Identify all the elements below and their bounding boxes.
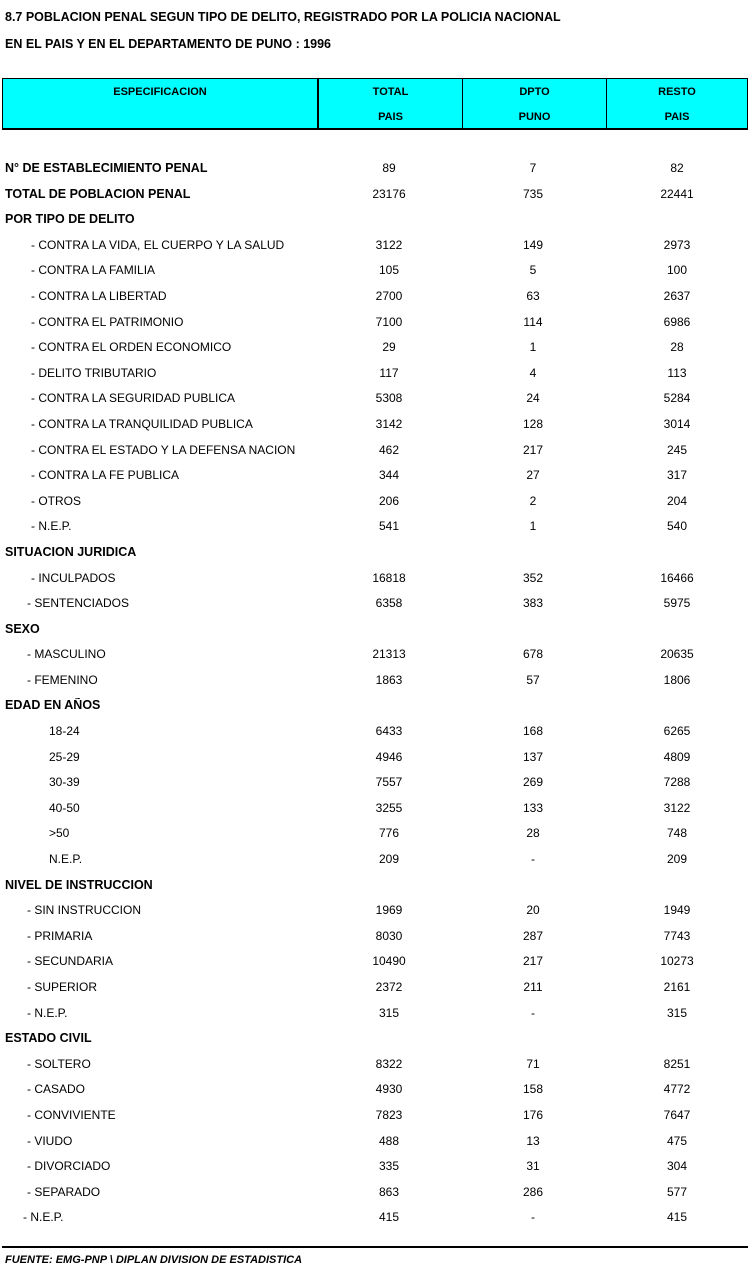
table-row xyxy=(0,590,751,616)
cell-dpto-puno: 137 xyxy=(522,749,544,764)
row-label: - OTROS xyxy=(31,493,81,508)
cell-dpto-puno: 269 xyxy=(522,775,544,790)
cell-total-pais: 23176 xyxy=(372,186,406,201)
section-row xyxy=(0,155,751,181)
row-label: - SEPARADO xyxy=(27,1184,101,1199)
cell-resto-pais: 7647 xyxy=(663,1107,691,1122)
cell-dpto-puno: 31 xyxy=(526,1159,540,1174)
table-row xyxy=(0,948,751,974)
cell-resto-pais: 577 xyxy=(666,1184,688,1199)
cell-total-pais: 105 xyxy=(378,263,400,278)
cell-total-pais: 7100 xyxy=(375,314,403,329)
cell-dpto-puno: 286 xyxy=(522,1184,544,1199)
cell-total-pais: 4930 xyxy=(375,1082,403,1097)
row-label: TOTAL DE POBLACION PENAL xyxy=(5,186,191,201)
table-row xyxy=(0,795,751,821)
cell-dpto-puno: 287 xyxy=(522,928,544,943)
cell-total-pais: 206 xyxy=(378,493,400,508)
cell-dpto-puno: 217 xyxy=(522,442,544,457)
table-body xyxy=(0,155,751,1230)
cell-dpto-puno: 735 xyxy=(522,186,544,201)
cell-dpto-puno: 678 xyxy=(522,647,544,662)
cell-resto-pais: 304 xyxy=(666,1159,688,1174)
cell-total-pais: 2372 xyxy=(375,980,403,994)
cell-total-pais: 335 xyxy=(378,1159,400,1174)
cell-dpto-puno: 158 xyxy=(522,1082,544,1097)
cell-total-pais: 415 xyxy=(378,1210,400,1225)
cell-dpto-puno: 128 xyxy=(522,416,544,431)
cell-total-pais: 21313 xyxy=(372,647,406,662)
cell-resto-pais: 100 xyxy=(666,263,688,278)
row-label: - N.E.P. xyxy=(23,1210,64,1225)
table-row xyxy=(0,488,751,514)
table-row xyxy=(0,437,751,463)
cell-total-pais: 462 xyxy=(378,442,400,457)
row-label: 25-29 xyxy=(49,749,80,764)
table-row xyxy=(0,462,751,488)
cell-total-pais: 10490 xyxy=(372,954,406,969)
cell-total-pais: 7557 xyxy=(375,775,403,790)
cell-total-pais: 344 xyxy=(378,468,400,483)
row-label: POR TIPO DE DELITO xyxy=(5,212,135,227)
table-row xyxy=(0,1102,751,1128)
cell-total-pais: 541 xyxy=(378,519,400,534)
row-label: - CONTRA LA FE PUBLICA xyxy=(31,468,180,483)
cell-dpto-puno: 176 xyxy=(522,1107,544,1122)
cell-resto-pais: 7288 xyxy=(663,775,691,790)
cell-total-pais: 2700 xyxy=(375,288,403,303)
row-label: - CONTRA EL ORDEN ECONOMICO xyxy=(31,340,232,355)
row-label: SEXO xyxy=(5,621,40,636)
cell-resto-pais: 475 xyxy=(666,1133,688,1148)
cell-resto-pais: 4772 xyxy=(663,1082,691,1097)
table-row xyxy=(0,769,751,795)
section-row xyxy=(0,616,751,642)
table-row xyxy=(0,820,751,846)
cell-resto-pais: 4809 xyxy=(663,749,691,764)
cell-dpto-puno: 27 xyxy=(526,468,540,483)
cell-resto-pais: 10273 xyxy=(660,954,694,969)
cell-resto-pais: 82 xyxy=(670,161,684,175)
table-row xyxy=(0,923,751,949)
cell-resto-pais: 16466 xyxy=(660,570,694,585)
cell-dpto-puno: 13 xyxy=(526,1133,540,1148)
cell-total-pais: 3122 xyxy=(375,237,403,252)
cell-dpto-puno: - xyxy=(531,1210,535,1225)
cell-total-pais: 776 xyxy=(378,826,400,841)
row-label: 18-24 xyxy=(49,724,80,739)
table-row xyxy=(0,385,751,411)
cell-dpto-puno: - xyxy=(531,1005,535,1020)
table-row xyxy=(0,232,751,258)
row-label: >50 xyxy=(49,826,70,841)
source-note: FUENTE: EMG-PNP \ DIPLAN DIVISION DE ESTADISTICA xyxy=(5,1254,303,1266)
header-especificacion: ESPECIFICACION xyxy=(3,79,319,128)
row-label: - INCULPADOS xyxy=(31,570,116,585)
row-label: EDAD EN AÑOS xyxy=(5,698,101,713)
cell-dpto-puno: 20 xyxy=(526,903,540,918)
cell-resto-pais: 3014 xyxy=(663,416,691,431)
section-row xyxy=(0,1025,751,1051)
cell-total-pais: 3255 xyxy=(375,800,403,815)
cell-total-pais: 209 xyxy=(378,852,400,867)
cell-resto-pais: 540 xyxy=(666,519,688,534)
table-row xyxy=(0,974,751,1000)
table-row xyxy=(0,334,751,360)
section-row xyxy=(0,181,751,207)
cell-resto-pais: 748 xyxy=(666,826,688,841)
cell-resto-pais: 2637 xyxy=(663,288,691,303)
cell-total-pais: 117 xyxy=(379,365,399,380)
table-row xyxy=(0,360,751,386)
cell-total-pais: 16818 xyxy=(372,570,406,585)
table-header xyxy=(2,78,748,130)
cell-dpto-puno: 168 xyxy=(522,724,544,739)
cell-total-pais: 8030 xyxy=(375,928,403,943)
row-label: - CONTRA EL ESTADO Y LA DEFENSA NACION xyxy=(31,442,296,457)
cell-dpto-puno: 5 xyxy=(529,263,537,278)
row-label: - VIUDO xyxy=(27,1133,73,1148)
table-row xyxy=(0,667,751,693)
table-row xyxy=(0,897,751,923)
row-label: - SIN INSTRUCCION xyxy=(27,903,141,918)
row-label: - DIVORCIADO xyxy=(27,1159,111,1174)
cell-dpto-puno: 4 xyxy=(529,365,537,380)
row-label: - CONTRA LA TRANQUILIDAD PUBLICA xyxy=(31,416,253,431)
row-label: - SOLTERO xyxy=(27,1056,91,1071)
cell-resto-pais: 315 xyxy=(666,1005,688,1020)
row-label: 30-39 xyxy=(49,775,80,790)
cell-resto-pais: 5284 xyxy=(663,391,691,406)
table-title-line1: 8.7 POBLACION PENAL SEGUN TIPO DE DELITO, REGISTRADO POR LA POLICIA NACIONAL xyxy=(5,10,561,24)
cell-resto-pais: 2161 xyxy=(663,980,691,994)
cell-total-pais: 315 xyxy=(378,1005,400,1020)
cell-resto-pais: 1949 xyxy=(663,903,691,918)
table-row xyxy=(0,1179,751,1205)
cell-dpto-puno: 1 xyxy=(529,340,537,355)
cell-resto-pais: 6265 xyxy=(663,724,691,739)
cell-dpto-puno: 57 xyxy=(526,672,540,687)
row-label: NIVEL DE INSTRUCCION xyxy=(5,877,153,892)
table-row xyxy=(0,565,751,591)
cell-total-pais: 5308 xyxy=(375,391,403,406)
cell-total-pais: 863 xyxy=(378,1184,400,1199)
cell-dpto-puno: 133 xyxy=(522,800,544,815)
row-label: - N.E.P. xyxy=(27,1005,68,1020)
table-row xyxy=(0,718,751,744)
cell-dpto-puno: 63 xyxy=(526,288,540,303)
cell-total-pais: 1863 xyxy=(375,672,403,687)
table-row xyxy=(0,1204,751,1230)
cell-resto-pais: 317 xyxy=(666,468,688,483)
cell-total-pais: 1969 xyxy=(375,903,403,918)
cell-total-pais: 8322 xyxy=(375,1056,403,1071)
cell-total-pais: 29 xyxy=(382,340,396,355)
cell-resto-pais: 2973 xyxy=(663,237,691,252)
table-row xyxy=(0,1153,751,1179)
table-row xyxy=(0,1076,751,1102)
table-row xyxy=(0,1051,751,1077)
row-label: - CONTRA EL PATRIMONIO xyxy=(31,314,184,329)
row-label: - CONTRA LA SEGURIDAD PUBLICA xyxy=(31,391,236,406)
cell-dpto-puno: 217 xyxy=(522,954,544,969)
cell-total-pais: 3142 xyxy=(375,416,403,431)
table-row xyxy=(0,513,751,539)
row-label: 40-50 xyxy=(49,800,80,815)
cell-total-pais: 6433 xyxy=(375,724,403,739)
cell-resto-pais: 1806 xyxy=(663,672,691,687)
header-dpto-puno: DPTO PUNO xyxy=(463,79,607,128)
cell-total-pais: 4946 xyxy=(375,749,403,764)
table-row xyxy=(0,744,751,770)
cell-resto-pais: 20635 xyxy=(660,647,694,662)
table-row xyxy=(0,411,751,437)
header-total-pais: TOTAL PAIS xyxy=(319,79,463,128)
footer-divider xyxy=(2,1246,748,1248)
row-label: - DELITO TRIBUTARIO xyxy=(31,365,157,380)
cell-resto-pais: 3122 xyxy=(663,800,691,815)
row-label: - CASADO xyxy=(27,1082,86,1097)
cell-dpto-puno: 24 xyxy=(526,391,540,406)
table-title-line2: EN EL PAIS Y EN EL DEPARTAMENTO DE PUNO : 1996 xyxy=(5,37,332,51)
table-row xyxy=(0,641,751,667)
row-label: ESTADO CIVIL xyxy=(5,1031,92,1046)
cell-dpto-puno: 2 xyxy=(529,493,537,508)
row-label: - N.E.P. xyxy=(31,519,72,534)
section-row xyxy=(0,692,751,718)
section-row xyxy=(0,539,751,565)
row-label: - CONTRA LA FAMILIA xyxy=(31,263,156,278)
cell-resto-pais: 7743 xyxy=(663,928,691,943)
cell-resto-pais: 6986 xyxy=(663,314,691,329)
row-label: - CONTRA LA LIBERTAD xyxy=(31,288,167,303)
cell-resto-pais: 113 xyxy=(667,365,687,380)
row-label: - FEMENINO xyxy=(27,672,98,687)
cell-resto-pais: 245 xyxy=(666,442,688,457)
row-label: - PRIMARIA xyxy=(27,928,93,943)
cell-dpto-puno: 149 xyxy=(522,237,544,252)
cell-dpto-puno: - xyxy=(531,852,535,867)
row-label: N° DE ESTABLECIMIENTO PENAL xyxy=(5,161,208,175)
row-label: - MASCULINO xyxy=(27,647,106,662)
cell-dpto-puno: 114 xyxy=(523,314,543,329)
cell-dpto-puno: 383 xyxy=(522,596,544,611)
row-label: - SUPERIOR xyxy=(27,980,98,994)
row-label: SITUACION JURIDICA xyxy=(5,544,137,559)
cell-resto-pais: 204 xyxy=(666,493,688,508)
section-row xyxy=(0,206,751,232)
row-label: N.E.P. xyxy=(49,852,83,867)
cell-total-pais: 6358 xyxy=(375,596,403,611)
table-row xyxy=(0,257,751,283)
cell-dpto-puno: 211 xyxy=(523,980,543,994)
row-label: - SENTENCIADOS xyxy=(27,596,130,611)
row-label: - SECUNDARIA xyxy=(27,954,114,969)
cell-total-pais: 7823 xyxy=(375,1107,403,1122)
cell-dpto-puno: 352 xyxy=(522,570,544,585)
cell-dpto-puno: 28 xyxy=(526,826,540,841)
cell-dpto-puno: 1 xyxy=(529,519,537,534)
header-resto-pais: RESTO PAIS xyxy=(658,86,696,123)
table-row xyxy=(0,1000,751,1026)
cell-resto-pais: 5975 xyxy=(663,596,691,611)
table-row xyxy=(0,283,751,309)
table-row xyxy=(0,846,751,872)
cell-total-pais: 89 xyxy=(382,161,396,175)
cell-resto-pais: 28 xyxy=(670,340,684,355)
cell-dpto-puno: 71 xyxy=(526,1056,540,1071)
cell-dpto-puno: 7 xyxy=(529,161,537,175)
cell-resto-pais: 415 xyxy=(666,1210,688,1225)
cell-resto-pais: 8251 xyxy=(663,1056,691,1071)
row-label: - CONVIVIENTE xyxy=(27,1107,116,1122)
cell-resto-pais: 22441 xyxy=(660,186,694,201)
row-label: - CONTRA LA VIDA, EL CUERPO Y LA SALUD xyxy=(31,237,285,252)
section-row xyxy=(0,872,751,898)
table-row xyxy=(0,309,751,335)
cell-resto-pais: 209 xyxy=(666,852,688,867)
cell-total-pais: 488 xyxy=(378,1133,400,1148)
table-row xyxy=(0,1128,751,1154)
